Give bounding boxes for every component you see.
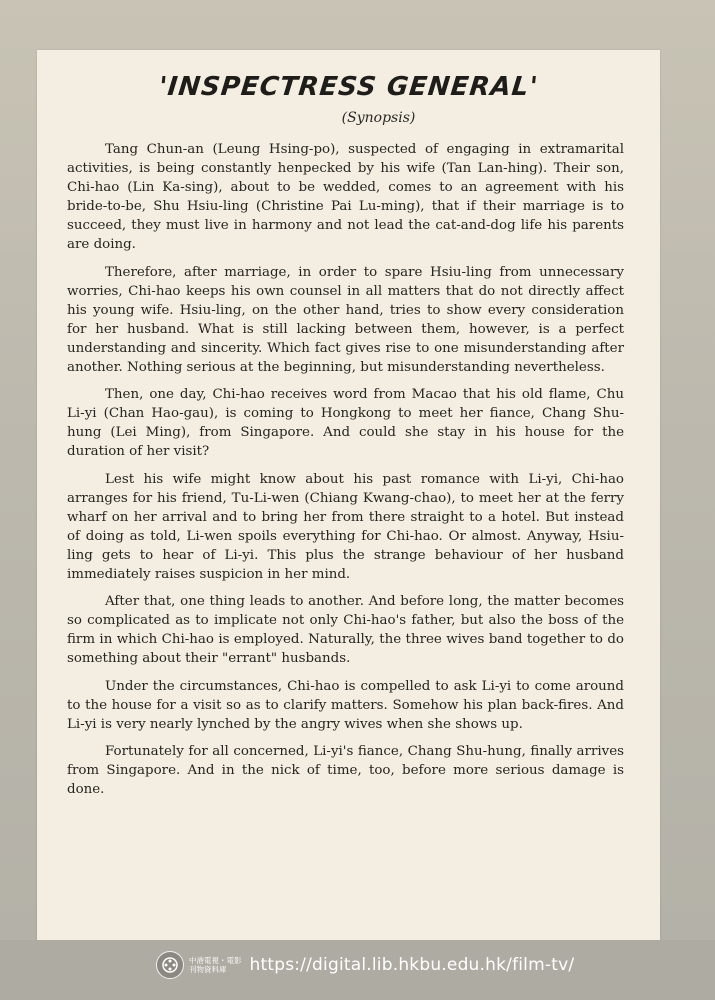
paragraph-5: After that, one thing leads to another. And before long, the matter becomes so complicated as to implicate not only Chi-hao's father, but also the boss of the firm in which Chi-hao is employed. Naturally, the three wives band together to do something about their "errant" husbands. <box>67 594 624 666</box>
document-subtitle: (Synopsis) <box>341 110 416 126</box>
archive-name-line1: 中港電視・電影 <box>189 956 242 965</box>
paragraph-6: Under the circumstances, Chi-hao is compelled to ask Li-yi to come around to the house for a visit so as to clarify matters. Somehow his plan back-fires. And Li-yi is very nearly lynched by the angry wives when she shows up. <box>67 678 624 732</box>
paragraph-7: Fortunately for all concerned, Li-yi's fiance, Chang Shu-hung, finally arrives from Singapore. And in the nick of time, too, before more serious damage is done. <box>67 744 624 797</box>
archive-watermark[interactable] <box>156 950 574 980</box>
paragraph-4: Lest his wife might know about his past romance with Li-yi, Chi-hao arranges for his friend, Tu-Li-wen (Chiang Kwang-chao), to meet her at the ferry wharf on her arrival and to bring her from there straight to a hotel. But instead of doing as told, Li-wen spoils everything for Chi-hao. Or almost. Anyway, Hsiu-ling gets to hear of Li-yi. This plus the strange behaviour of her husband immediately raises suspicion in her mind. <box>67 471 624 582</box>
paragraph-3: Then, one day, Chi-hao receives word from Macao that his old flame, Chu Li-yi (Chan Hao-gau), is coming to Hongkong to meet her fiance, Chang Shu-hung (Lei Ming), from Singapore. And could she stay in his house for the duration of her visit? <box>67 387 624 459</box>
archive-name <box>189 956 242 974</box>
film-reel-icon <box>161 956 179 974</box>
paragraph-2: Therefore, after marriage, in order to spare Hsiu-ling from unnecessary worries, Chi-hao keeps his own counsel in all matters that do not directly affect his young wife. Hsiu-ling, on the other hand, tries to show every consideration for her husband. What is still lacking between them, however, is a perfect understanding and sincerity. Which fact gives rise to one misunderstanding after another. Nothing serious at the beginning, but misunderstanding nevertheless. <box>67 264 624 375</box>
paragraph-1: Tang Chun-an (Leung Hsing-po), suspected of engaging in extramarital activities, is being constantly henpecked by his wife (Tan Lan-hing). Their son, Chi-hao (Lin Ka-sing), about to be wedded, comes to an agreement with his bride-to-be, Shu Hsiu-ling (Christine Pai Lu-ming), that if their marriage is to succeed, they must live in harmony and not lead the cat-and-dog life his parents are doing. <box>67 142 624 252</box>
document-title: 'INSPECTRESS GENERAL' <box>157 72 540 102</box>
archive-name-line2: 刊物資料庫 <box>189 965 227 974</box>
archive-logo-icon <box>156 951 184 979</box>
archive-url-link[interactable]: https://digital.lib.hkbu.edu.hk/film-tv/ <box>249 955 575 975</box>
synopsis-body <box>67 140 624 808</box>
synopsis-sheet <box>37 50 660 940</box>
